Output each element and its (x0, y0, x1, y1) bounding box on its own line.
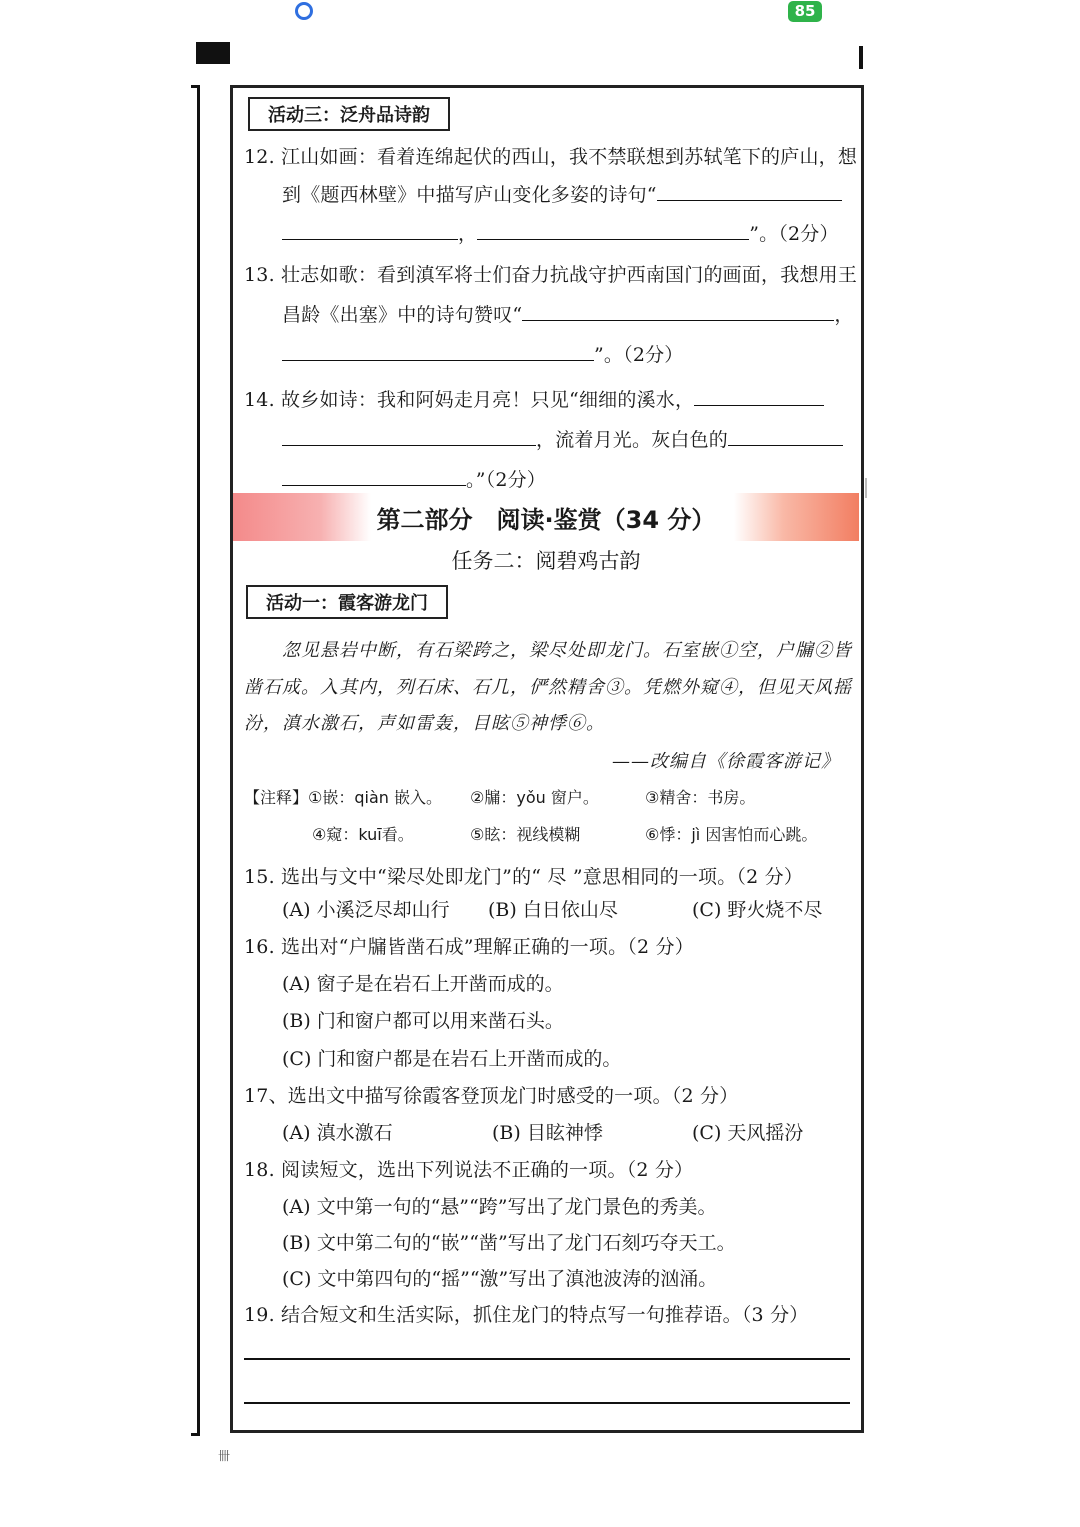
q13-blank-2[interactable] (282, 359, 594, 361)
q13-comma: ， (834, 304, 854, 326)
q13-line1: 13. 壮志如歌：看到滇军将士们奋力抗战守护西南国门的画面，我想用王 (244, 264, 858, 286)
q19-answer-line-1[interactable] (244, 1358, 850, 1360)
q12-blank-2[interactable] (282, 238, 458, 240)
activity-label-2: 活动一：霞客游龙门 (246, 585, 448, 619)
task-title: 任务二：阅碧鸡古韵 (451, 549, 641, 573)
note-6: ⑥悸：jì 因害怕而心跳。 (645, 825, 818, 844)
q14-blank-4[interactable] (282, 484, 466, 486)
activity-label: 活动三：泛舟品诗韵 (248, 97, 450, 131)
q12-line1: 12. 江山如画：看着连绵起伏的西山，我不禁联想到苏轼笔下的庐山，想 (244, 146, 858, 168)
q15-option-b[interactable]: (B) 白日依山尽 (488, 899, 618, 921)
q17-option-c[interactable]: (C) 天风摇汾 (692, 1122, 804, 1144)
q12-comma: ， (458, 223, 478, 245)
q18-option-a[interactable]: (A) 文中第一句的“悬”“跨”写出了龙门景色的秀美。 (282, 1196, 717, 1218)
q12-blank-1[interactable] (657, 199, 842, 201)
q16-option-c[interactable]: (C) 门和窗户都是在岩石上开凿而成的。 (282, 1048, 622, 1070)
q12-blank-3[interactable] (477, 238, 749, 240)
q19-answer-line-2[interactable] (244, 1402, 850, 1404)
q15-option-c[interactable]: (C) 野火烧不尽 (692, 899, 823, 921)
passage-line-2: 凿石成。入其内，列石床、石几，俨然精舍③。凭燃外窥④，但见天风摇 (244, 677, 852, 698)
note-1: 【注释】①嵌：qiàn 嵌入。 (244, 788, 442, 807)
side-mark (865, 478, 867, 498)
q16-option-a[interactable]: (A) 窗子是在岩石上开凿而成的。 (282, 973, 564, 995)
q15-option-a[interactable]: (A) 小溪泛尽却山行 (282, 899, 450, 921)
note-4: ④窥：kuī看。 (312, 825, 414, 844)
battery-badge: 85 (788, 1, 822, 22)
q14-line1: 14. 故乡如诗：我和阿妈走月亮！只见“细细的溪水， (244, 389, 695, 411)
note-2: ②牖：yǒu 窗户。 (470, 788, 599, 807)
q16-option-b[interactable]: (B) 门和窗户都可以用来凿石头。 (282, 1010, 564, 1032)
q14-blank-2[interactable] (282, 444, 536, 446)
status-circle-icon (295, 2, 313, 20)
q18-option-c[interactable]: (C) 文中第四句的“摇”“激”写出了滇池波涛的汹涌。 (282, 1268, 718, 1290)
q13-line3-end: ”。（2分） (594, 344, 684, 366)
binding-margin-line (191, 85, 200, 1436)
q12-line3-end: ”。（2分） (749, 223, 839, 245)
note-3: ③精舍：书房。 (645, 788, 756, 807)
scan-mark (196, 42, 230, 64)
q18-stem: 18. 阅读短文，选出下列说法不正确的一项。（2 分） (244, 1159, 694, 1181)
passage-source: ——改编自《徐霞客游记》 (612, 751, 840, 772)
q16-stem: 16. 选出对“户牖皆凿石成”理解正确的一项。（2 分） (244, 936, 694, 958)
q13-line2: 昌龄《出塞》中的诗句赞叹“ (282, 304, 523, 326)
scan-tick (859, 46, 863, 69)
q14-line3-end: 。”（2分） (466, 469, 547, 491)
part-title: 第二部分 阅读·鉴赏（34 分） (376, 506, 716, 534)
q17-stem: 17、选出文中描写徐霞客登顶龙门时感受的一项。（2 分） (244, 1085, 739, 1107)
passage-line-1: 忽见悬岩中断，有石梁跨之，梁尽处即龙门。石室嵌①空，户牖②皆 (282, 640, 852, 661)
note-5: ⑤眩：视线模糊 (470, 825, 581, 844)
q14-blank-1[interactable] (694, 404, 824, 406)
q18-option-b[interactable]: (B) 文中第二句的“嵌”“凿”写出了龙门石刻巧夺天工。 (282, 1232, 736, 1254)
passage-line-3: 汾，滇水激石，声如雷轰，目眩⑤神悸⑥。 (244, 713, 605, 734)
q12-line2: 到《题西林壁》中描写庐山变化多姿的诗句“ (282, 184, 657, 206)
q15-stem: 15. 选出与文中“梁尽处即龙门”的“ 尽 ”意思相同的一项。（2 分） (244, 866, 804, 888)
footer-mark: 卌 (218, 1449, 231, 1463)
q14-line2-mid: ，流着月光。灰白色的 (536, 429, 729, 451)
q19-stem: 19. 结合短文和生活实际，抓住龙门的特点写一句推荐语。（3 分） (244, 1304, 809, 1326)
q14-blank-3[interactable] (728, 444, 843, 446)
q17-option-b[interactable]: (B) 目眩神悸 (492, 1122, 603, 1144)
q17-option-a[interactable]: (A) 滇水激石 (282, 1122, 393, 1144)
q13-blank-1[interactable] (522, 319, 834, 321)
